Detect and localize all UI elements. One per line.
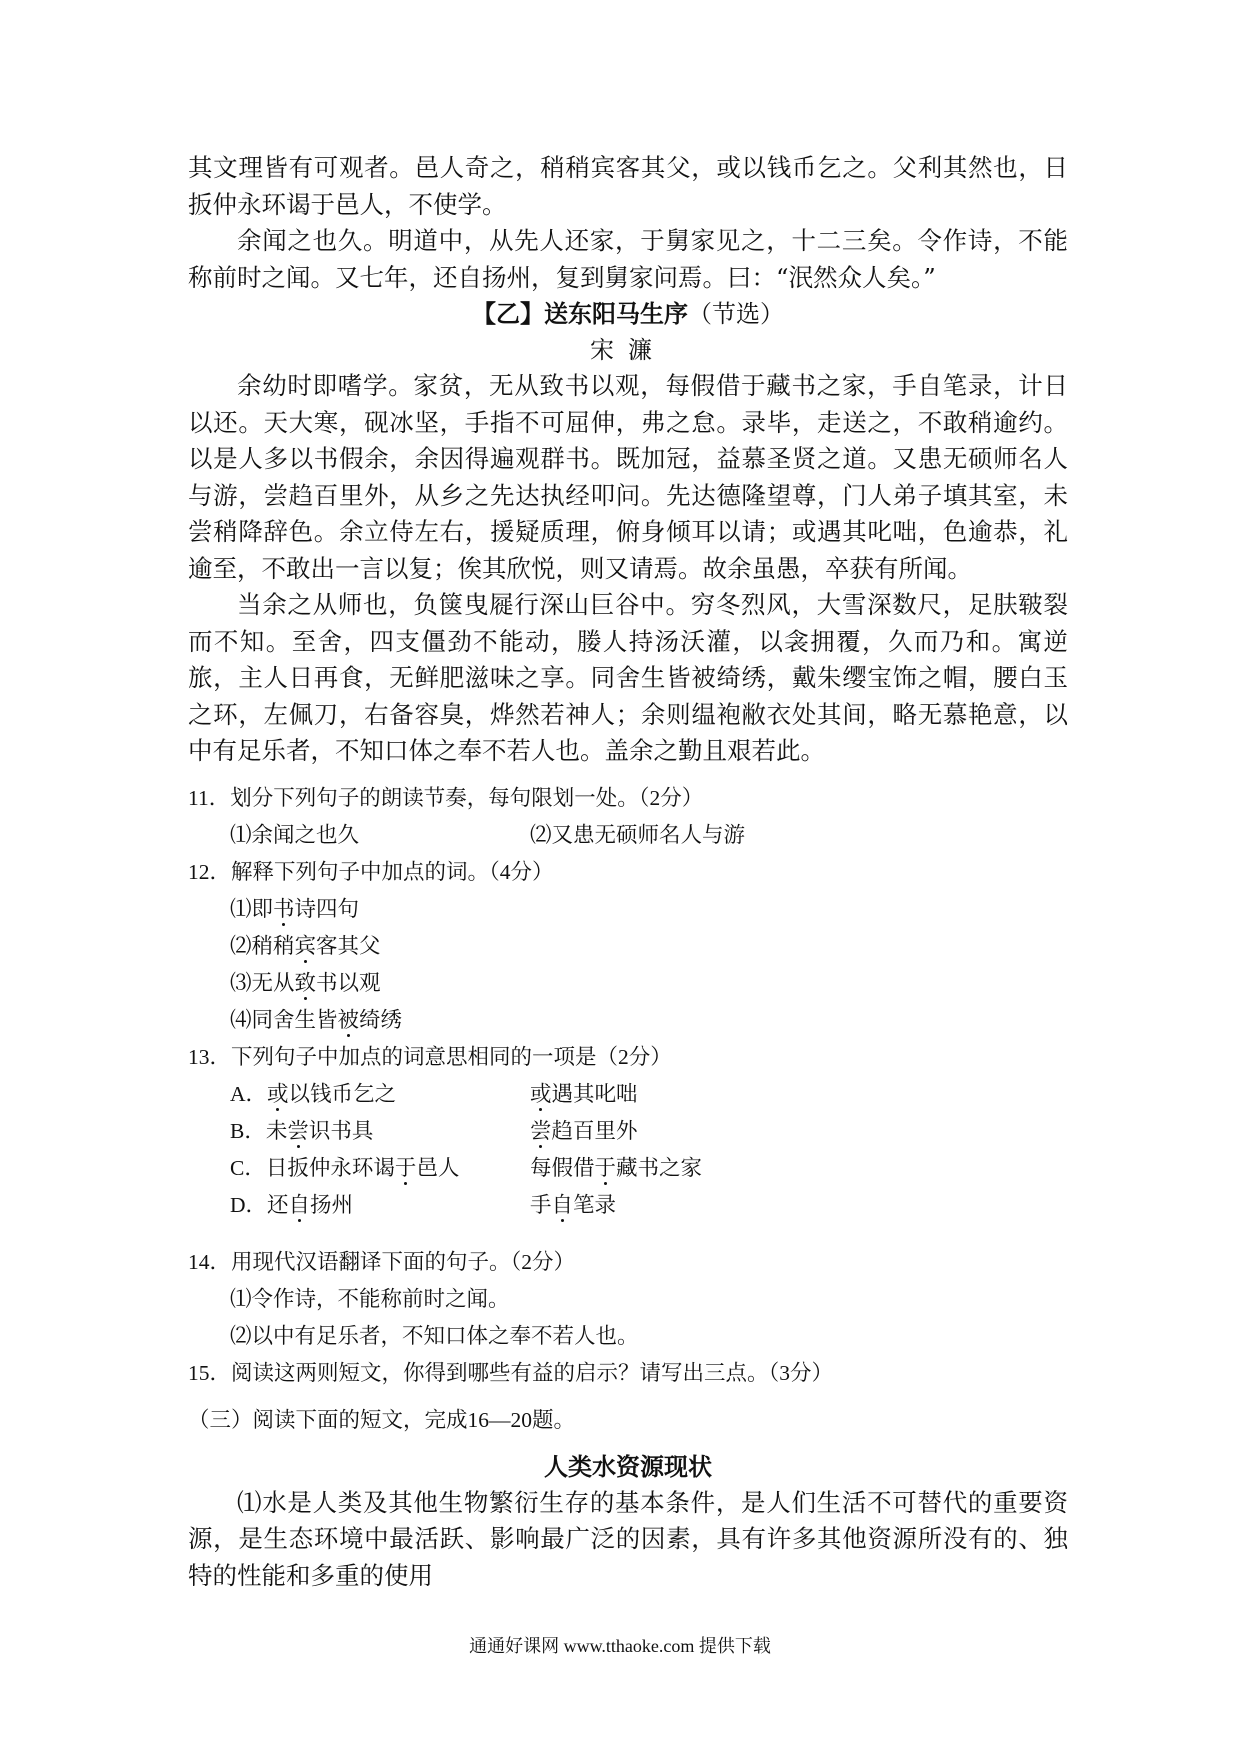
section-3-title: 人类水资源现状 xyxy=(544,1451,712,1481)
passage-b-title-text: 【乙】送东阳马生序 xyxy=(472,299,688,328)
passage-a-paragraph-1: 其文理皆有可观者。邑人奇之，稍稍宾客其父，或以钱币乞之。父利其然也，日扳仲永环谒于邑人，不使学。 xyxy=(188,153,1068,219)
question-12-item: ⑴即书诗四句 xyxy=(230,896,360,921)
question-12-item: ⑷同舍生皆被绮绣 xyxy=(230,1007,403,1032)
passage-b-title xyxy=(188,296,1068,332)
section-3-paragraph-1: ⑴水是人类及其他生物繁衍生存的基本条件，是人们生活不可替代的重要资源，是生态环境中最活跃、影响最广泛的因素，具有许多其他资源所没有的、独特的性能和多重的使用 xyxy=(188,1487,1068,1590)
dotted-word: 尝 xyxy=(287,1118,309,1143)
dotted-word: 自 xyxy=(288,1192,311,1217)
dotted-word: 或 xyxy=(530,1081,552,1106)
question-11-stem: 11．划分下列句子的朗读节奏，每句限划一处。（2分） xyxy=(188,785,704,810)
question-12-stem: 12．解释下列句子中加点的词。（4分） xyxy=(188,859,554,884)
question-12-item: ⑵稍稍宾客其父 xyxy=(230,933,381,958)
dotted-word: 于 xyxy=(594,1155,617,1180)
passage-b-paragraph-2: 当余之从师也，负箧曳屣行深山巨谷中。穷冬烈风，大雪深数尺，足肤皲裂而不知。至舍，四支僵劲不能动，媵人持汤沃灌，以衾拥覆，久而乃和。寓逆旅，主人日再食，无鲜肥滋味之享。同舍生皆被绮绣，戴朱缨宝饰之帽，腰白玉之环，左佩刀，右备容臭，烨然若神人；余则缊袍敝衣处其间，略无慕艳意，以中有足乐者，不知口体之奉不若人也。盖余之勤且艰若此。 xyxy=(188,590,1068,765)
section-3-intro: （三）阅读下面的短文，完成16—20题。 xyxy=(188,1407,576,1432)
dotted-word: 书 xyxy=(273,896,295,921)
dotted-word: 自 xyxy=(551,1192,574,1217)
passage-b-author: 宋濂 xyxy=(590,336,666,364)
passage-a-paragraph-2: 余闻之也久。明道中，从先人还家，于舅家见之，十二三矣。令作诗，不能称前时之闻。又七年，还自扬州，复到舅家问焉。曰：“泯然众人矣。” xyxy=(188,226,1068,292)
question-11-item-2: ⑵又患无硕师名人与游 xyxy=(530,822,746,847)
page-footer: 通通好课网 www.tthaoke.com 提供下载 xyxy=(469,1636,771,1656)
question-13-option-a: A．或以钱币乞之 或遇其叱咄 xyxy=(230,1081,638,1106)
question-14-stem: 14．用现代汉语翻译下面的句子。（2分） xyxy=(188,1249,576,1274)
question-13-stem: 13．下列句子中加点的词意思相同的一项是（2分） xyxy=(188,1044,672,1069)
dotted-word: 于 xyxy=(394,1155,417,1180)
dotted-word: 致 xyxy=(294,970,317,995)
question-13-option-b: B．未尝识书具 尝趋百里外 xyxy=(230,1118,638,1143)
question-14-item-1: ⑴令作诗，不能称前时之闻。 xyxy=(230,1286,510,1311)
dotted-word: 或 xyxy=(267,1081,289,1106)
passage-b-title-note: （节选） xyxy=(688,300,784,328)
passage-b-paragraph-1: 余幼时即嗜学。家贫，无从致书以观，每假借于藏书之家，手自笔录，计日以还。天大寒，砚冰坚，手指不可屈伸，弗之怠。录毕，走送之，不敢稍逾约。以是人多以书假余，余因得遍观群书。既加冠，益慕圣贤之道。又患无硕师名人与游，尝趋百里外，从乡之先达执经叩问。先达德隆望尊，门人弟子填其室，未尝稍降辞色。余立侍左右，援疑质理，俯身倾耳以请；或遇其叱咄，色逾恭，礼逾至，不敢出一言以复；俟其欣悦，则又请焉。故余虽愚，卒获有所闻。 xyxy=(188,371,1068,583)
question-15-stem: 15．阅读这两则短文，你得到哪些有益的启示？请写出三点。（3分） xyxy=(188,1360,834,1385)
question-11-items xyxy=(188,817,1068,854)
dotted-word: 被 xyxy=(337,1007,360,1032)
question-13-option-d: D．还自扬州 手自笔录 xyxy=(230,1192,617,1217)
question-11-item-1: ⑴余闻之也久 xyxy=(230,822,360,847)
dotted-word: 尝 xyxy=(530,1118,552,1143)
dotted-word: 宾 xyxy=(294,933,317,958)
question-13-option-c: C．日扳仲永环谒于邑人 每假借于藏书之家 xyxy=(230,1155,703,1180)
question-14-item-2: ⑵以中有足乐者，不知口体之奉不若人也。 xyxy=(230,1323,639,1348)
question-12-item: ⑶无从致书以观 xyxy=(230,970,381,995)
page-content xyxy=(188,150,1068,1594)
